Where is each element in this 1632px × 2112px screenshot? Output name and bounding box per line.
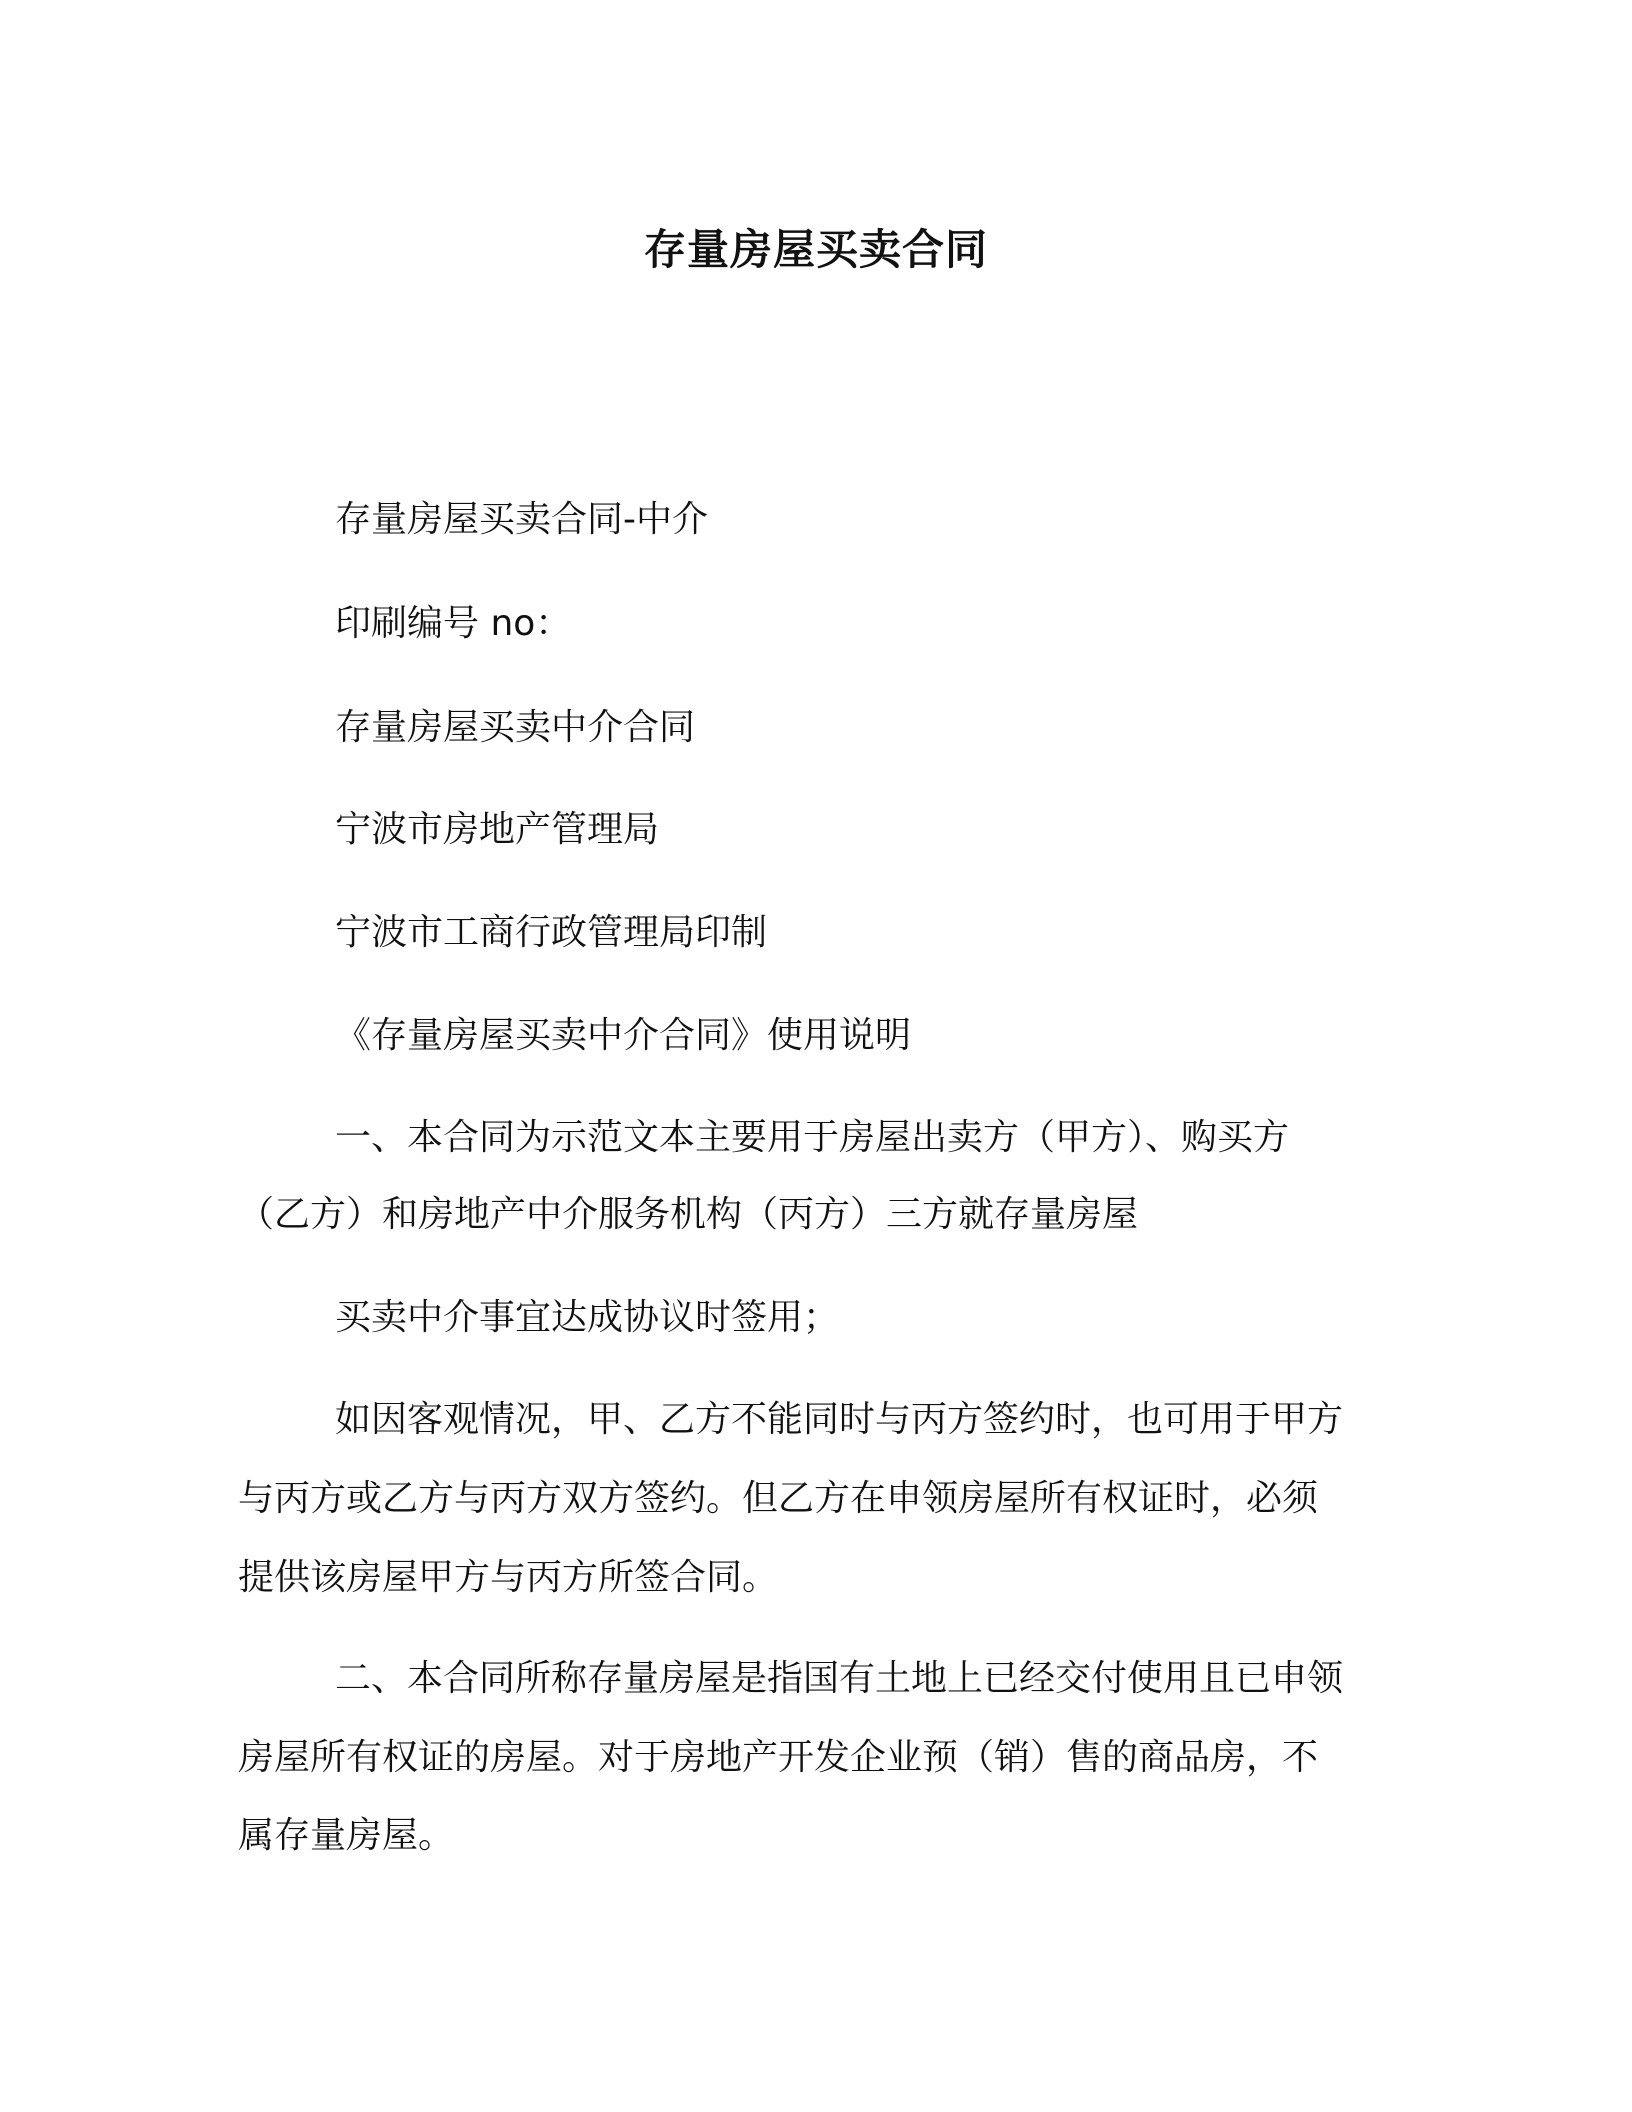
paragraph-line <box>238 790 1403 870</box>
paragraph-line <box>238 1175 1403 1255</box>
line-text: 存量房屋买卖合同-中介 <box>335 499 708 540</box>
line-text: 宁波市工商行政管理局印制 <box>335 912 768 953</box>
line-text: 《存量房屋买卖中介合同》使用说明 <box>335 1015 912 1056</box>
paragraph-line <box>238 1718 1403 1798</box>
document-title: 存量房屋买卖合同 <box>643 225 988 274</box>
paragraph-line <box>238 1098 1403 1178</box>
paragraph-line <box>238 1380 1403 1460</box>
paragraph-line <box>238 893 1403 973</box>
paragraph-line <box>238 1459 1403 1539</box>
line-text: 买卖中介事宜达成协议时签用； <box>335 1297 840 1338</box>
line-text: 房屋所有权证的房屋。对于房地产开发企业预（销）售的商品房，不 <box>238 1737 1319 1778</box>
paragraph-line <box>238 1639 1403 1719</box>
line-text: 宁波市房地产管理局 <box>335 809 660 850</box>
paragraph-line <box>238 480 1403 560</box>
paragraph-line <box>238 584 1403 664</box>
paragraph-line <box>238 688 1403 768</box>
paragraph-line <box>238 1796 1403 1876</box>
line-text: 提供该房屋甲方与丙方所签合同。 <box>238 1557 779 1598</box>
line-text: 一、本合同为示范文本主要用于房屋出卖方（甲方）、购买方 <box>335 1117 1290 1158</box>
line-text: 二、本合同所称存量房屋是指国有土地上已经交付使用且已申领 <box>335 1658 1344 1699</box>
line-text: 印刷编号 no： <box>335 603 572 644</box>
line-text: 如因客观情况，甲、乙方不能同时与丙方签约时，也可用于甲方 <box>335 1399 1344 1440</box>
line-text: 与丙方或乙方与丙方双方签约。但乙方在申领房屋所有权证时，必须 <box>238 1478 1319 1519</box>
line-text: （乙方）和房地产中介服务机构（丙方）三方就存量房屋 <box>238 1194 1139 1235</box>
paragraph-line <box>238 1538 1403 1618</box>
paragraph-line <box>238 1278 1403 1358</box>
paragraph-line <box>238 996 1403 1076</box>
line-text: 属存量房屋。 <box>238 1815 455 1856</box>
line-text: 存量房屋买卖中介合同 <box>335 707 696 748</box>
